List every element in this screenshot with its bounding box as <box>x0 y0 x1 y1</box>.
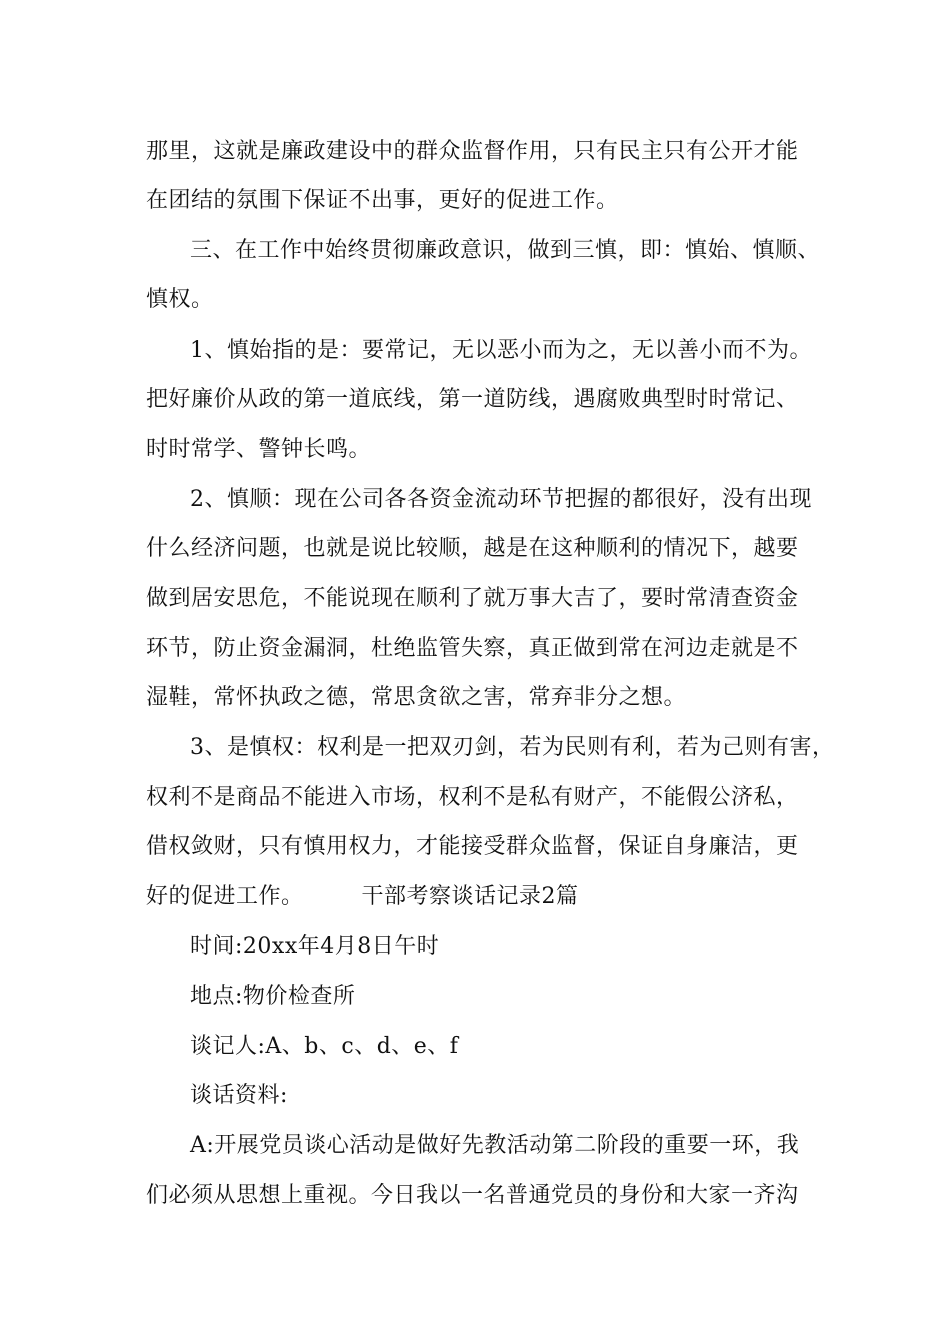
time-line: 时间:20xx年4月8日午时 <box>190 934 440 959</box>
text-line: 三、在工作中始终贯彻廉政意识，做到三慎，即：慎始、慎顺、 <box>190 238 821 263</box>
text-line: 时时常学、警钟长鸣。 <box>146 437 372 462</box>
text-line: 做到居安思危，不能说现在顺利了就万事大吉了，要时常清查资金 <box>146 586 799 611</box>
participants-line: 谈记人:A、b、c、d、e、f <box>190 1034 459 1059</box>
text-line: A:开展党员谈心活动是做好先教活动第二阶段的重要一环，我 <box>190 1133 800 1158</box>
location-line: 地点:物价检查所 <box>190 984 356 1009</box>
text-line: 3、是慎权：权利是一把双刃剑，若为民则有利，若为己则有害， <box>190 735 835 760</box>
text-line: 湿鞋，常怀执政之德，常思贪欲之害，常弃非分之想。 <box>146 685 687 710</box>
text-line: 权利不是商品不能进入市场，权利不是私有财产，不能假公济私， <box>146 785 799 810</box>
text-line: 那里，这就是廉政建设中的群众监督作用，只有民主只有公开才能 <box>146 139 799 164</box>
text-line: 2、慎顺：现在公司各各资金流动环节把握的都很好，没有出现 <box>190 487 812 512</box>
text-line: 慎权。 <box>146 287 214 312</box>
text-line: 把好廉价从政的第一道底线，第一道防线，遇腐败典型时时常记、 <box>146 387 799 412</box>
text-line: 们必须从思想上重视。今日我以一名普通党员的身份和大家一齐沟 <box>146 1183 799 1208</box>
text-line: 借权敛财，只有慎用权力，才能接受群众监督，保证自身廉洁，更 <box>146 834 799 859</box>
text-line: 1、慎始指的是：要常记，无以恶小而为之，无以善小而不为。 <box>190 338 812 363</box>
content-label-line: 谈话资料: <box>190 1083 288 1108</box>
text-line: 环节，防止资金漏洞，杜绝监管失察，真正做到常在河边走就是不 <box>146 636 799 661</box>
text-line: 什么经济问题，也就是说比较顺，越是在这种顺利的情况下，越要 <box>146 536 799 561</box>
text-line: 在团结的氛围下保证不出事，更好的促进工作。 <box>146 188 619 213</box>
text-fragment: 好的促进工作。 <box>146 884 304 909</box>
section-title: 干部考察谈话记录2篇 <box>361 884 579 909</box>
text-line-with-title <box>146 883 579 911</box>
